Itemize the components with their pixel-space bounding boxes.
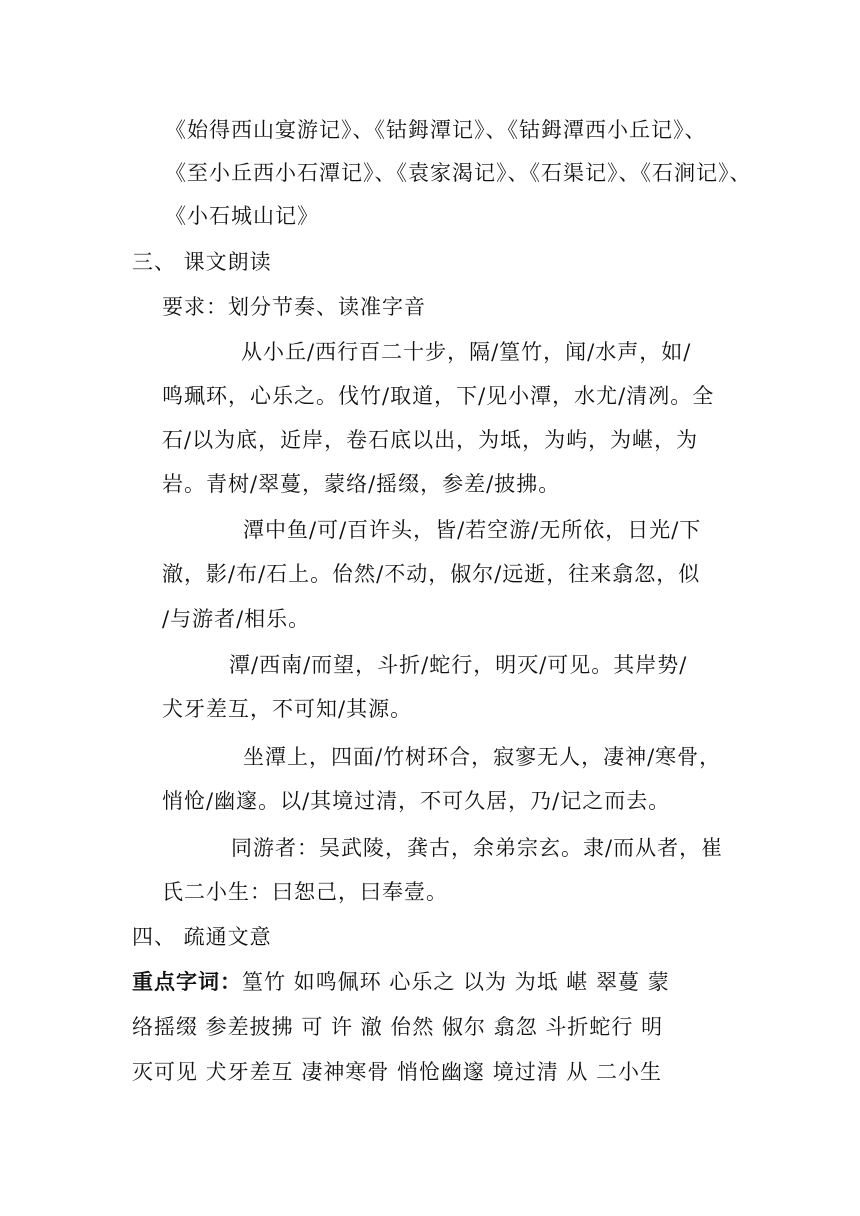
para-1-line-4: 岩。青树/翠蔓，蒙络/摇缀，参差/披拂。 — [162, 472, 561, 496]
key-words-text-1: 篁竹 如鸣佩环 心乐之 以为 为坻 嵁 翠蔓 蒙 — [242, 970, 670, 994]
para-2-line-1: 潭中鱼/可/百许头，皆/若空游/无所依，日光/下 — [243, 518, 702, 542]
essay-list-line-1: 《始得西山宴游记》、《钴鉧潭记》、《钴鉧潭西小丘记》、 — [165, 118, 707, 142]
para-5-line-2: 氏二小生：曰恕己，曰奉壹。 — [162, 880, 448, 904]
para-1-line-2: 鸣珮环，心乐之。伐竹/取道，下/见小潭，水尤/清冽。全 — [162, 384, 715, 408]
key-words-label: 重点字词： — [132, 969, 242, 994]
key-words-line-1 — [132, 967, 670, 997]
key-words-line-3: 灭可见 犬牙差互 凄神寒骨 悄怆幽邃 境过清 从 二小生 — [132, 1060, 663, 1084]
para-3-line-2: 犬牙差互，不可知/其源。 — [162, 697, 413, 721]
reading-requirement: 要求：划分节奏、读准字音 — [162, 295, 426, 319]
para-2-line-3: /与游者/相乐。 — [162, 607, 311, 631]
section-4-heading: 四、 疏通文意 — [132, 925, 272, 949]
essay-list-line-3: 《小石城山记》 — [165, 204, 319, 228]
section-3-heading: 三、 课文朗读 — [132, 250, 272, 274]
para-1-line-3: 石/以为底，近岸，卷石底以出，为坻，为屿，为嵁，为 — [162, 428, 699, 452]
para-2-line-2: 澈，影/布/石上。佁然/不动，俶尔/远逝，往来翕忽，似 — [162, 562, 701, 586]
para-4-line-2: 悄怆/幽邃。以/其境过清，不可久居，乃/记之而去。 — [162, 789, 671, 813]
para-3-line-1: 潭/西南/而望，斗折/蛇行，明灭/可见。其岸势/ — [229, 653, 688, 677]
para-1-line-1: 从小丘/西行百二十步，隔/篁竹，闻/水声，如/ — [241, 340, 692, 364]
essay-list-line-2: 《至小丘西小石潭记》、《袁家渴记》、《石渠记》、《石涧记》、 — [165, 161, 752, 185]
para-5-line-1: 同游者：吴武陵，龚古，余弟宗玄。隶/而从者，崔 — [231, 836, 724, 860]
key-words-line-2: 络摇缀 参差披拂 可 许 澈 佁然 俶尔 翕忽 斗折蛇行 明 — [132, 1015, 664, 1039]
para-4-line-1: 坐潭上，四面/竹树环合，寂寥无人，凄神/寒骨， — [243, 745, 722, 769]
